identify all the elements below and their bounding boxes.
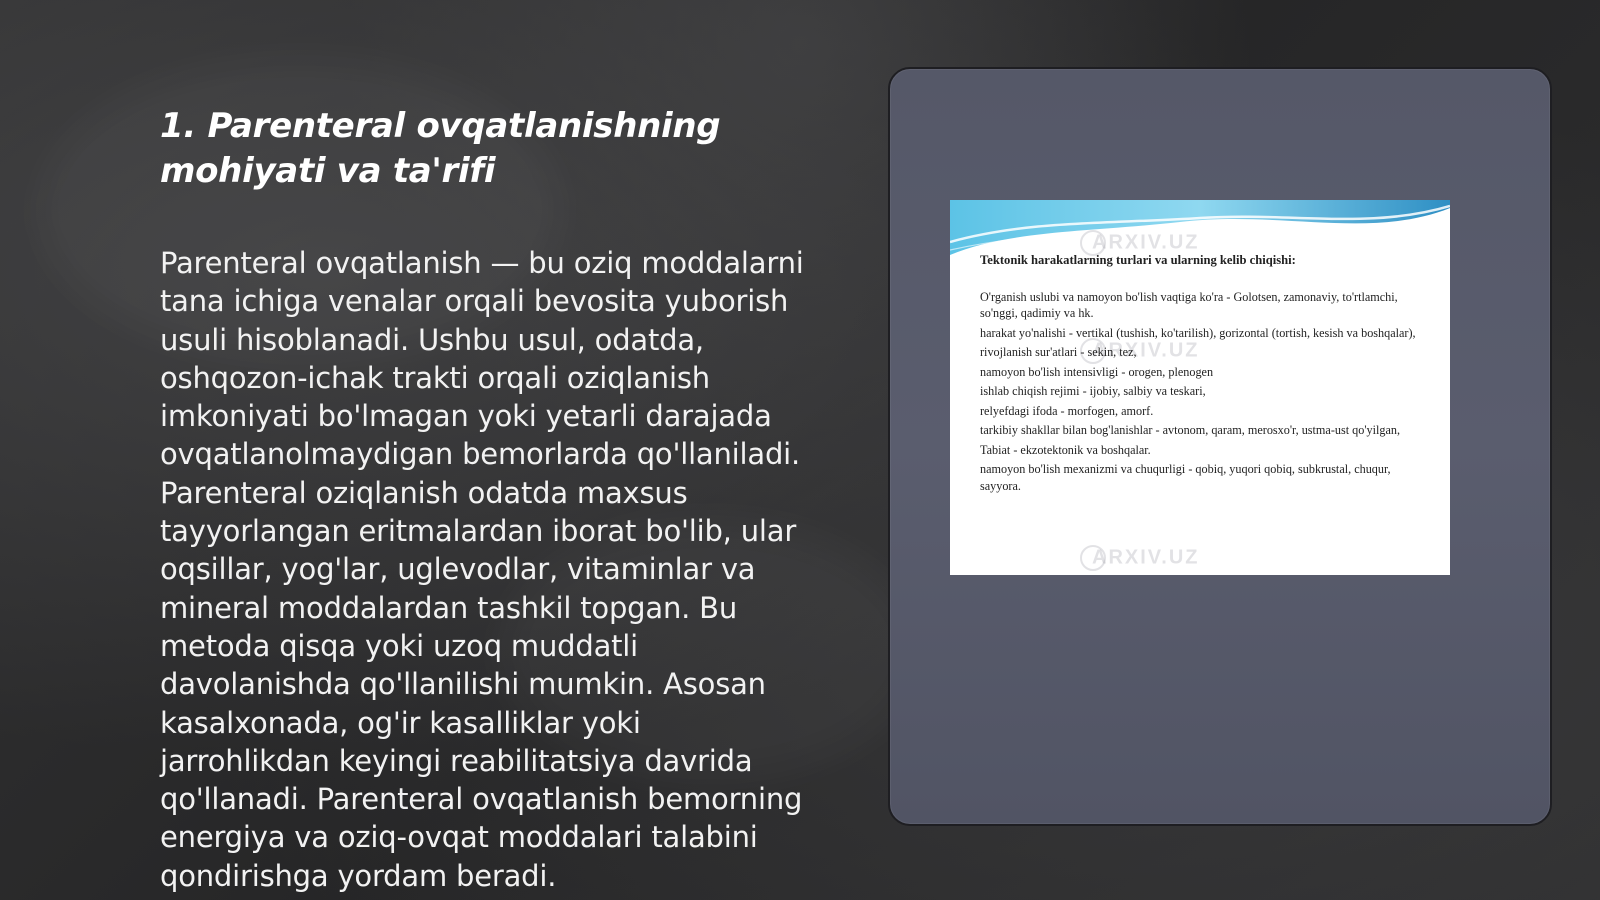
watermark: ARXIV.UZ — [1080, 338, 1200, 364]
document-line: O'rganish uslubi va namoyon bo'lish vaqtiga ko'ra - Golotsen, zamonaviy, to'rtlamchi, so'nggi, qadimiy va hk. — [980, 289, 1398, 320]
document-line: ishlab chiqish rejimi - ijobiy, salbiy va teskari, — [980, 384, 1206, 398]
body-line: mineral moddalardan tashkil topgan. Bu — [160, 590, 738, 625]
body-line: oshqozon-ichak trakti orqali oziqlanish — [160, 360, 710, 395]
body-line: qondirishga yordam beradi. — [160, 858, 557, 893]
body-line: jarrohlikdan keyingi reabilitatsiya davrida — [160, 743, 753, 778]
document-line: harakat yo'nalishi - vertikal (tushish, ko'tarilish), gorizontal (tortish, kesish va boshqalar), — [980, 325, 1416, 340]
document-title: Tektonik harakatlarning turlari va ularning kelib chiqishi: — [980, 253, 1296, 267]
slide-body-text — [160, 244, 850, 895]
watermark: ARXIV.UZ — [1080, 545, 1200, 571]
slide-title-line: 1. Parenteral ovqatlanishning — [160, 106, 721, 146]
body-line: Parenteral oziqlanish odatda maxsus — [160, 475, 688, 510]
slide-title-line: mohiyati va ta'rifi — [160, 151, 496, 191]
body-line: metoda qisqa yoki uzoq muddatli — [160, 628, 639, 663]
watermark: ARXIV.UZ — [1080, 230, 1200, 256]
document-line: namoyon bo'lish mexanizmi va chuqurligi - qobiq, yuqori qobiq, subkrustal, chuqur, sayyora. — [980, 462, 1391, 493]
body-line: energiya va oziq-ovqat moddalari talabini — [160, 820, 758, 855]
body-line: tayyorlangan eritmalardan iborat bo'lib, ular — [160, 514, 797, 549]
body-line: davolanishda qo'llanilishi mumkin. Asosan — [160, 667, 766, 702]
document-line: tarkibiy shakllar bilan bog'lanishlar - avtonom, qaram, merosxo'r, ustma-ust qo'yilgan, — [980, 423, 1401, 437]
document-line: Tabiat - ekzotektonik va boshqalar. — [980, 442, 1151, 457]
body-line: usuli hisoblanadi. Ushbu usul, odatda, — [160, 322, 704, 357]
body-line: imkoniyati bo'lmagan yoki yetarli darajada — [160, 399, 772, 434]
header-wave-graphic — [950, 200, 1450, 260]
document-image — [950, 200, 1450, 575]
body-line: kasalxonada, og'ir kasalliklar yoki — [160, 705, 641, 740]
slide-title — [160, 104, 800, 194]
body-line: qo'llanadi. Parenteral ovqatlanish bemorning — [160, 782, 803, 817]
body-line: tana ichiga venalar orqali bevosita yuborish — [160, 284, 789, 319]
body-line: Parenteral ovqatlanish — bu oziq moddalarni — [160, 246, 804, 280]
document-line: namoyon bo'lish intensivligi - orogen, plenogen — [980, 364, 1214, 379]
body-line: oqsillar, yog'lar, uglevodlar, vitaminlar va — [160, 552, 756, 587]
document-line: rivojlanish sur'atlari - sekin, tez, — [980, 345, 1137, 359]
document-text — [980, 252, 1428, 497]
document-line: relyefdagi ifoda - morfogen, amorf. — [980, 403, 1154, 418]
body-line: ovqatlanolmaydigan bemorlarda qo'llaniladi. — [160, 437, 801, 472]
